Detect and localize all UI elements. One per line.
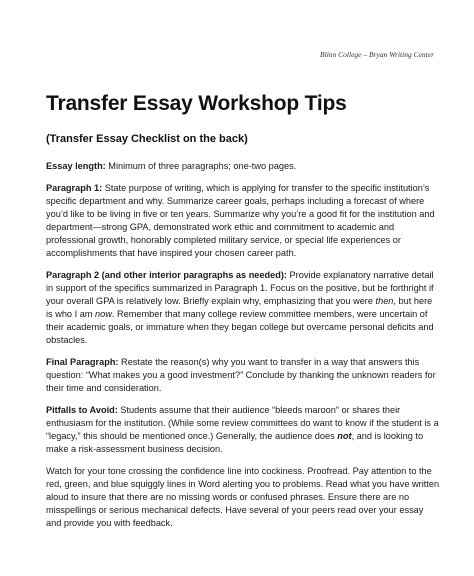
pitfalls-text-b: , and is looking to make a risk-assessment business decision.: [46, 431, 424, 454]
final-paragraph-text: Restate the reason(s) why you want to transfer in a way that answers this question: “What makes you a good investment?” Conclude by thanking the unknown readers for their time and consideration.: [46, 357, 436, 393]
paragraph-2-em-now: now: [95, 309, 112, 319]
document-subtitle: (Transfer Essay Checklist on the back): [46, 133, 248, 145]
pitfalls-paragraph: [46, 404, 440, 456]
paragraph-2: [46, 269, 440, 347]
paragraph-2-label: Paragraph 2 (and other interior paragraphs as needed):: [46, 270, 287, 280]
essay-length-text: Minimum of three paragraphs; one-two pages.: [105, 161, 297, 171]
final-paragraph-label: Final Paragraph:: [46, 357, 119, 367]
paragraph-2-text-c: . Remember that many college review committee members, were uncertain of their academic goals, or immature when they began college but overcame personal deficits and obstacles.: [46, 309, 434, 345]
header-note: Blinn College – Bryan Writing Center: [320, 50, 434, 59]
pitfalls-text-a: Students assume that their audience “bleeds maroon” or shares their enthusiasm for the institution. (While some review committees do want to know if the student is a “legacy,” this should be mentioned once.) Generally, the audience does: [46, 405, 439, 441]
paragraph-1-label: Paragraph 1:: [46, 183, 103, 193]
paragraph-1: [46, 182, 440, 260]
essay-length-paragraph: [46, 160, 440, 173]
final-paragraph: [46, 356, 440, 395]
closing-paragraph: [46, 465, 440, 530]
essay-length-label: Essay length:: [46, 161, 106, 171]
closing-text: Watch for your tone crossing the confidence line into cockiness. Proofread. Pay attention to the red, green, and blue squiggly lines in Word alerting you to problems. Read what you have written aloud to insure that there are no missing words or confused phrases. Ensure there are no misspellings or serious mechanical defects. Have several of your peers read over your essay and provide you with feedback.: [46, 466, 440, 528]
paragraph-1-text: State purpose of writing, which is applying for transfer to the specific institution’s specific department and why. Summarize career goals, perhaps including a forecast of where you’d like to be living in five or ten years. Summarize why you’re a good fit for the institution and department—strong GPA, demonstrated work ethic and commitment to academic and professional growth, honorably completed military service, or special life experiences or accomplishments that have inspired your chosen career path.: [46, 183, 435, 258]
pitfalls-label: Pitfalls to Avoid:: [46, 405, 118, 415]
document-body: [46, 160, 440, 539]
pitfalls-em-not: not: [337, 431, 352, 441]
paragraph-2-text-b: , but here is who I am: [46, 296, 433, 319]
paragraph-2-em-then: then: [375, 296, 394, 306]
paragraph-2-text-a: Provide explanatory narrative detail in support of the specifics summarized in Paragraph 1. Focus on the positive, but be forthright if your overall GPA is relatively low. Briefly explain why, emphasizing that you were: [46, 270, 434, 306]
document-title: Transfer Essay Workshop Tips: [46, 92, 347, 115]
